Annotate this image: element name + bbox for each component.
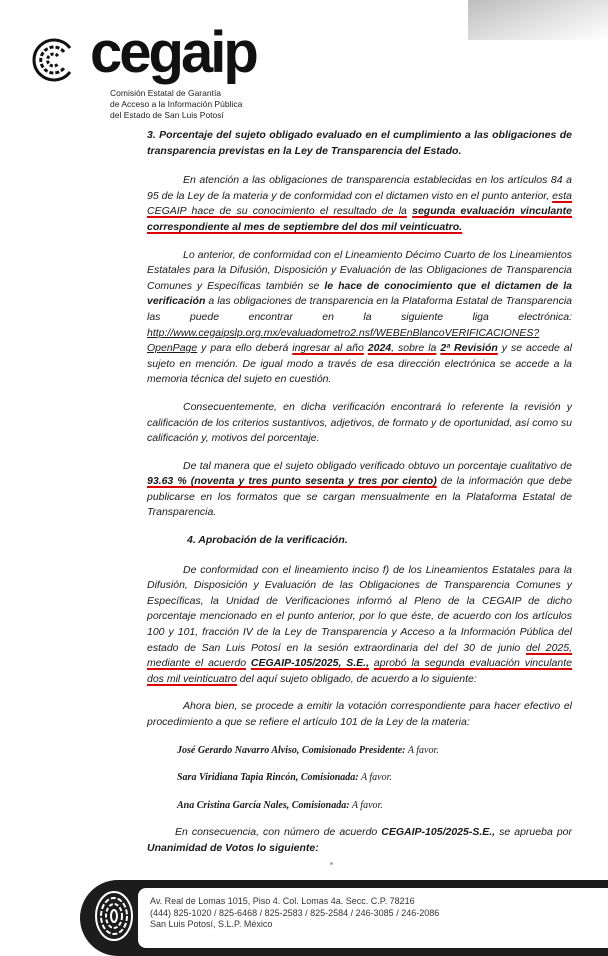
- city-line: San Luis Potosí, S.L.P. México: [150, 919, 273, 929]
- text: En atención a las obligaciones de transparencia establecidas en los artículos 84 a 95 de la Ley de la materia y de conformidad con el dictamen visto en el punto anterior,: [147, 174, 572, 202]
- document-body: [147, 128, 572, 869]
- commissioner-name: Sara Viridiana Tapia Rincón, Comisionada:: [177, 772, 359, 784]
- highlight-text: , sobre la: [391, 342, 437, 355]
- vote-line: [177, 770, 572, 786]
- highlight-text: esta CEGAIP hace de su conocimiento el resultado de la: [147, 189, 572, 218]
- bold-text: le hace de conocimiento que el dictamen de la verificación: [147, 279, 572, 308]
- bold-text: Unanimidad de Votos lo siguiente:: [147, 841, 319, 854]
- institution-line: de Acceso a la Información Pública: [110, 99, 243, 109]
- year-value: 2024: [367, 342, 392, 355]
- commissioner-name: Ana Cristina García Nales, Comisionada:: [177, 799, 350, 811]
- highlight-bold-text: segunda evaluación vinculante correspondiente al mes de septiembre del dos mil veinticuatro.: [147, 205, 572, 233]
- logo-wordmark: cegaip: [90, 20, 256, 85]
- cegaip-logo: [26, 20, 256, 90]
- section-4-paragraph-1: [147, 563, 572, 688]
- agreement-number: CEGAIP-105/2025-S.E.,: [381, 826, 496, 839]
- phone-line: (444) 825-1020 / 825-6468 / 825-2583 / 825-2584 / 246-3085 / 246-2086: [150, 907, 440, 918]
- page-corner-shade: [468, 0, 608, 40]
- section-3-heading: 3. Porcentaje del sujeto obligado evaluado en el cumplimiento a las obligaciones de transparencia previstas en la Ley de Transparencia del Estado.: [147, 129, 572, 157]
- section-3-paragraph-1: [147, 173, 572, 235]
- footer-address: [150, 896, 439, 931]
- vote-line: [177, 743, 572, 759]
- agreement-number: CEGAIP-105/2025, S.E.,: [250, 657, 370, 670]
- vote-value: A favor.: [360, 772, 392, 784]
- highlight-text: aprobó la segunda evaluación vinculante dos mil veinticuatro: [147, 657, 572, 685]
- section-3-paragraph-2: [147, 248, 572, 388]
- section-4-paragraph-2: Ahora bien, se procede a emitir la votación correspondiente para hacer efectivo el procedimiento a que se refiere el artículo 101 de la Ley de la materia:: [147, 700, 572, 728]
- text: De tal manera que el sujeto obligado verificado obtuvo un porcentaje cualitativo de: [183, 459, 572, 472]
- text: Lo anterior, de conformidad con el Lineamiento Décimo Cuarto de los Lineamientos Estatales para la Difusión, Disposición y Evaluación de las Obligaciones de Transparencia Comunes y Específicas también se: [147, 248, 572, 292]
- commissioner-name: José Gerardo Navarro Alviso, Comisionado Presidente:: [177, 744, 406, 756]
- vote-line: [177, 798, 572, 814]
- highlight-text: del 2025, mediante el acuerdo: [147, 641, 573, 670]
- percentage-value: 93.63 % (noventa y tres punto sesenta y tres por ciento): [147, 475, 437, 488]
- text: se aprueba por: [499, 826, 572, 839]
- text: a las obligaciones de transparencia en la Plataforma Estatal de Transparencia las puede encontrar en la siguiente liga electrónica:: [147, 295, 572, 323]
- fingerprint-icon: [92, 888, 136, 944]
- section-3-paragraph-3: Consecuentemente, en dicha verificación encontrará lo referente la revisión y calificación de los criterios sustantivos, adjetivos, de formato y de oportunidad, así como su calificación y, motivos del porcentaje.: [147, 400, 572, 445]
- revision-value: 2ª Revisión: [440, 342, 498, 355]
- text: De conformidad con el lineamiento inciso f) de los Lineamientos Estatales para la Difusión, Disposición y Evaluación de las Obligaciones de Transparencia Comunes y Específicas, la Unidad de Verificaciones informó al Pleno de la CEGAIP de dicho porcentaje mencionado en el punto anterior, por lo que éste, de acuerdo con los artículos 100 y 101, fracción IV de la Ley de Transparencia y Acceso a la Información Pública del estado de San Luis Potosí en la sesión extraordinaria del del 30 de junio: [147, 563, 572, 654]
- address-line: Av. Real de Lomas 1015, Piso 4. Col. Lomas 4a. Secc. C.P. 78216: [150, 896, 415, 906]
- institution-line: del Estado de San Luis Potosí: [110, 110, 224, 120]
- text: y para ello deberá: [201, 342, 289, 355]
- text: de la información que debe publicarse en los formatos que se cargan mensualmente en la Plataforma Estatal de Transparencia.: [147, 475, 573, 519]
- institution-name: [110, 88, 242, 121]
- text: del aquí sujeto obligado, de acuerdo a lo siguiente:: [239, 672, 477, 685]
- vote-value: A favor.: [351, 799, 383, 811]
- fingerprint-c-icon: [30, 36, 78, 84]
- vote-value: A favor.: [407, 744, 439, 756]
- verification-link[interactable]: http://www.cegaipslp.org.mx/evaluadometro2.nsf/WEBEnBlancoVERIFICACIONES?OpenPage: [147, 326, 540, 355]
- institution-line: Comisión Estatal de Garantía: [110, 88, 222, 98]
- final-resolution: [147, 825, 572, 856]
- section-3-paragraph-4: [147, 459, 572, 521]
- section-4-heading: 4. Aprobación de la verificación.: [187, 534, 348, 547]
- text: En consecuencia, con número de acuerdo: [175, 826, 378, 839]
- highlight-text: ingresar al año: [292, 342, 364, 355]
- text: y se accede al sujeto en mención. De igual modo a través de esa dirección electrónica se accede a la memoria técnica del sujeto en cuestión.: [147, 342, 572, 386]
- page-dot: [330, 862, 333, 865]
